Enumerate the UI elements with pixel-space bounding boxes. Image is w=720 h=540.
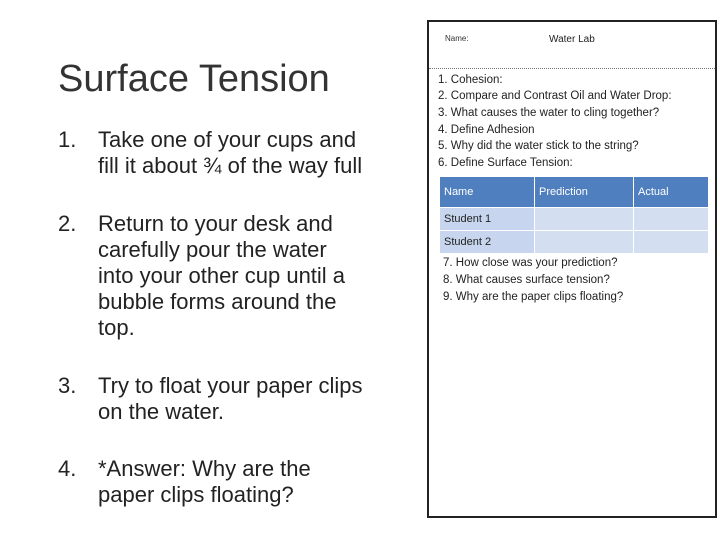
slide-title: Surface Tension <box>58 58 330 100</box>
column-header-name: Name <box>440 177 535 208</box>
step-line: carefully pour the water <box>98 237 327 262</box>
column-header-prediction: Prediction <box>535 177 634 208</box>
step-number: 3. <box>58 373 77 398</box>
table-row <box>440 208 709 231</box>
name-label: Name: <box>445 34 469 43</box>
step-line: Try to float your paper clips <box>98 373 363 398</box>
step-line: Take one of your cups and <box>98 127 357 152</box>
step-line: *Answer: Why are the <box>98 456 311 481</box>
question-8: 8. What causes surface tension? <box>443 274 610 286</box>
step-line: on the water. <box>98 399 224 424</box>
question-2: 2. Compare and Contrast Oil and Water Drop: <box>438 90 672 102</box>
table-header-row <box>440 177 709 208</box>
step-1 <box>58 127 398 179</box>
question-9: 9. Why are the paper clips floating? <box>443 291 624 303</box>
table-cell <box>535 231 634 254</box>
table-cell <box>634 231 709 254</box>
step-text <box>98 127 362 179</box>
step-text <box>98 456 311 508</box>
question-3: 3. What causes the water to cling together? <box>438 107 660 119</box>
step-3 <box>58 373 398 425</box>
table-cell: Student 2 <box>440 231 535 254</box>
worksheet-title: Water Lab <box>549 34 595 45</box>
step-number: 2. <box>58 211 77 236</box>
step-line: fill it about ¾ of the way full <box>98 153 363 178</box>
step-number: 1. <box>58 127 77 152</box>
worksheet-header <box>429 22 715 69</box>
question-1: 1. Cohesion: <box>438 74 503 86</box>
step-line: into your other cup until a <box>98 263 346 288</box>
column-header-actual: Actual <box>634 177 709 208</box>
question-6: 6. Define Surface Tension: <box>438 157 573 169</box>
worksheet <box>427 20 717 518</box>
step-number: 4. <box>58 456 77 481</box>
step-text <box>98 211 345 341</box>
question-7: 7. How close was your prediction? <box>443 257 618 269</box>
table-row <box>440 231 709 254</box>
step-line: top. <box>98 315 135 340</box>
step-2 <box>58 211 398 341</box>
table-cell: Student 1 <box>440 208 535 231</box>
step-line: Return to your desk and <box>98 211 333 236</box>
step-line: bubble forms around the <box>98 289 337 314</box>
question-4: 4. Define Adhesion <box>438 124 535 136</box>
step-text <box>98 373 363 425</box>
question-5: 5. Why did the water stick to the string? <box>438 140 639 152</box>
step-4 <box>58 456 398 508</box>
table-cell <box>535 208 634 231</box>
step-line: paper clips floating? <box>98 482 294 507</box>
prediction-table <box>439 176 709 254</box>
table-cell <box>634 208 709 231</box>
